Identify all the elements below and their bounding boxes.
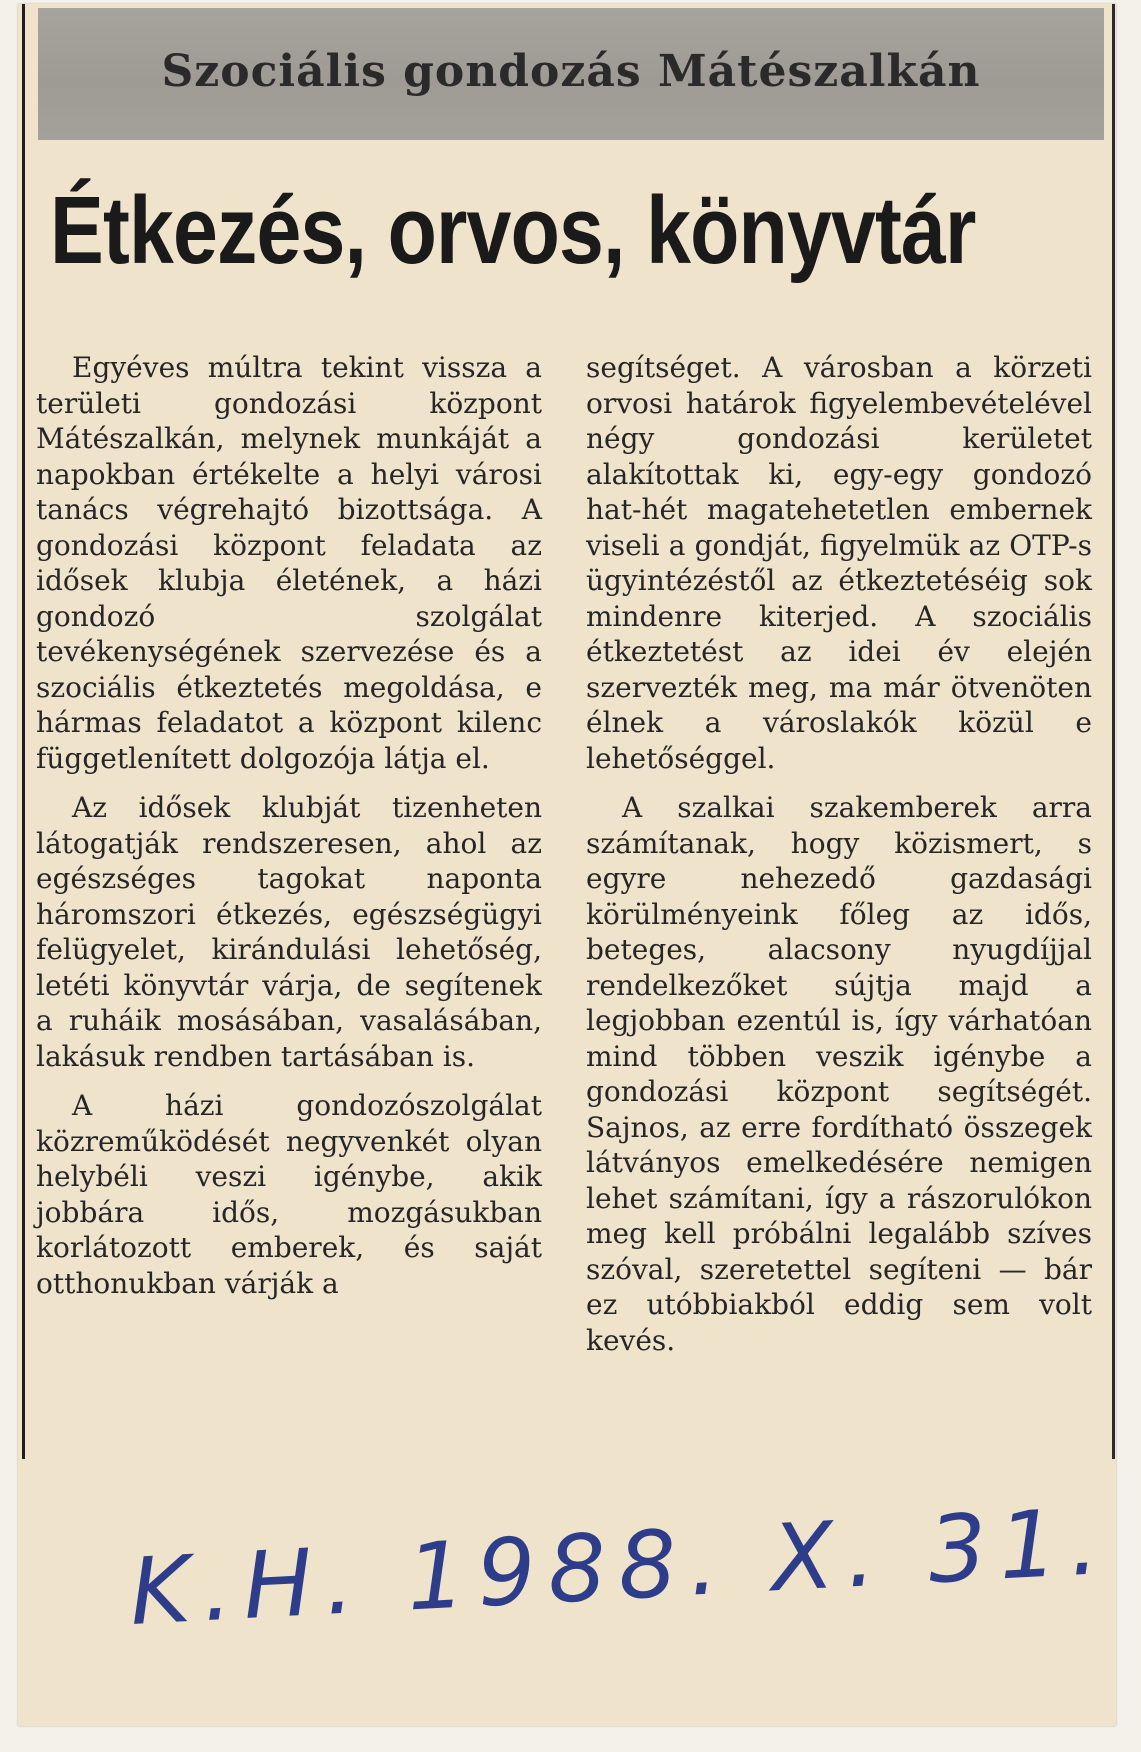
paragraph: A szalkai szakemberek arra számítanak, hogy közismert, s egyre nehezedő gazdasági körülményeink főleg az idős, beteges, alacsony nyugdíjjal rendelkezőket sújtja majd a legjobban ezentúl is, így várhatóan mind többen veszik igénybe a gondozási központ segítségét. Sajnos, az erre fordítható összegek látványos emelkedésére nemigen lehet számítani, így a rászorulókon meg kell próbálni legalább szíves szóval, szeretettel segíteni — bár ez utóbbiakból eddig sem volt kevés. bbox=[586, 791, 1092, 1357]
left-column-rule bbox=[22, 4, 25, 1459]
paragraph: A házi gondozószolgálat közreműködését negyvenkét olyan helybéli veszi igénybe, akik jobbára idős, mozgásukban korlátozott emberek, és saját otthonukban várják a bbox=[36, 1089, 542, 1300]
kicker-title: Szociális gondozás Mátészalkán bbox=[161, 46, 981, 97]
article-column-left bbox=[36, 350, 542, 1315]
article-column-right bbox=[586, 350, 1092, 1372]
paragraph: Az idősek klubját tizenheten látogatják rendszeresen, ahol az egészséges tagokat naponta háromszori étkezés, egészségügyi felügyelet, kirándulási lehetőség, letéti könyvtár várja, de segítenek a ruháik mosásában, vasalásában, lakásuk rendben tartásában is. bbox=[36, 791, 542, 1073]
paragraph: segítséget. A városban a körzeti orvosi határok figyelembevételével négy gondozási kerületet alakítottak ki, egy-egy gondozó hat-hét magatehetetlen embernek viseli a gondját, figyelmük az OTP-s ügyintézéstől az étkeztetéséig sok mindenre kiterjed. A szociális étkeztetést az idei év elején szervezték meg, ma már ötvenöten élnek a városlakók közül e lehetőséggel. bbox=[586, 351, 1092, 775]
handwritten-date-note: K.H. 1988. X. 31. bbox=[127, 1487, 1114, 1646]
paragraph: Egyéves múltra tekint vissza a területi gondozási központ Mátészalkán, melynek munkáját a napokban értékelte a helyi városi tanács végrehajtó bizottsága. A gondozási központ feladata az idősek klubja életének, a házi gondozó szolgálat tevékenységének szervezése és a szociális étkeztetés megoldása, e hármas feladatot a központ kilenc függetlenített dolgozója látja el. bbox=[36, 351, 542, 775]
headline: Étkezés, orvos, könyvtár bbox=[50, 177, 976, 284]
right-column-rule bbox=[1112, 4, 1115, 1459]
kicker-band bbox=[38, 8, 1104, 140]
